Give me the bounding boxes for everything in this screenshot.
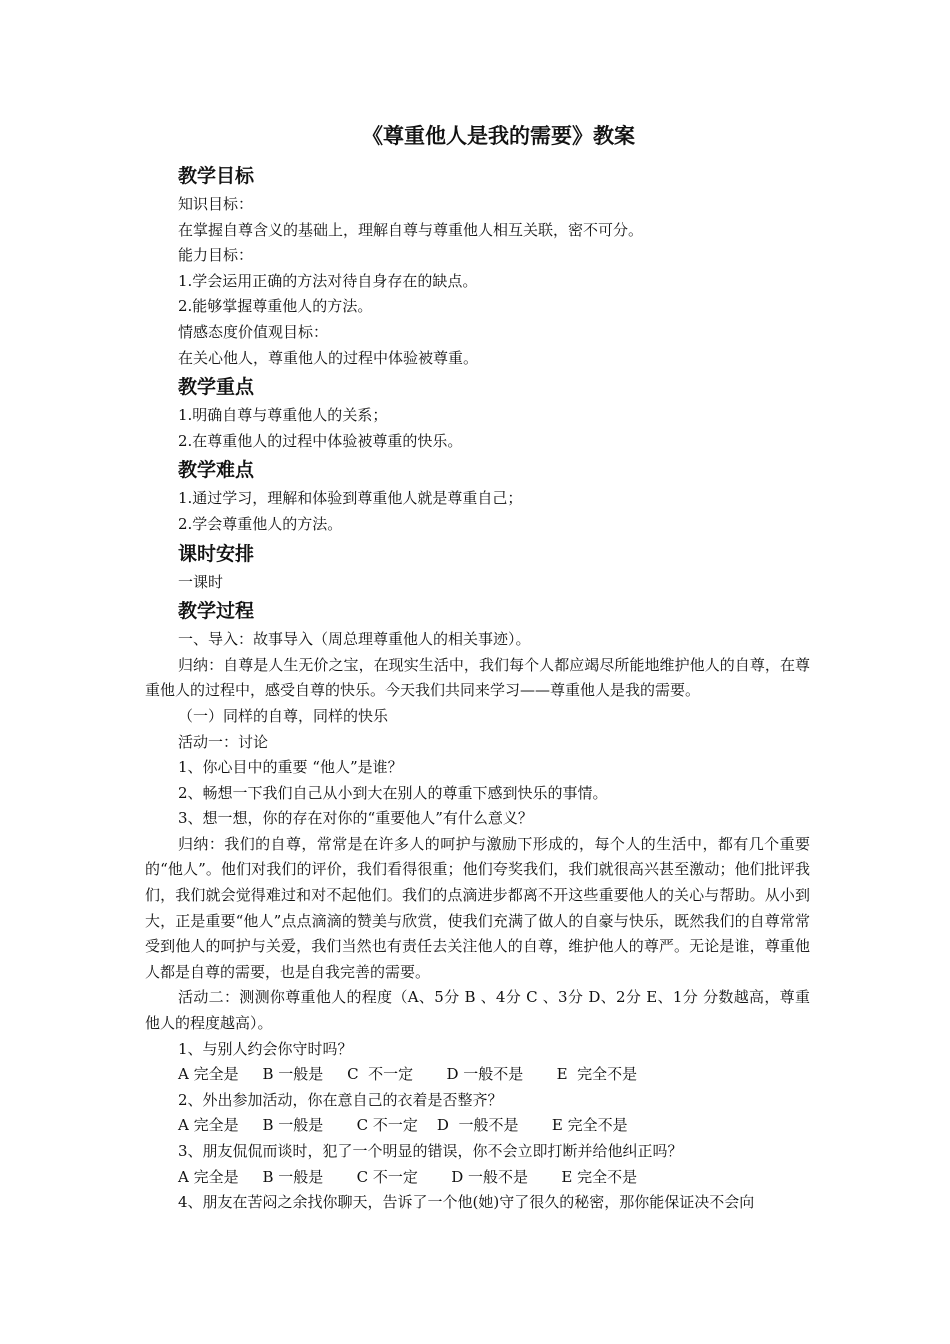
test-options-1: A 完全是 B 一般是 C 不一定 D 一般不是 E 完全不是 xyxy=(178,1065,638,1084)
process-summary-1: 归纳：自尊是人生无价之宝，在现实生活中，我们每个人都应竭尽所能地维护他人的自尊，在尊重他人的过程中，感受自尊的快乐。今天我们共同来学习——尊重他人是我的需要。 xyxy=(145,655,810,700)
test-options-2: A 完全是 B 一般是 C 不一定 D 一般不是 E 完全不是 xyxy=(178,1116,628,1135)
document-title: 《尊重他人是我的需要》教案 xyxy=(362,124,635,148)
schedule-line: 一课时 xyxy=(178,572,224,591)
question-1: 1、你心目中的重要 “他人”是谁？ xyxy=(178,758,403,777)
goal-line: 能力目标： xyxy=(178,246,254,265)
heading-difficult-points: 教学难点 xyxy=(178,459,255,482)
test-question-2: 2、外出参加活动，你在意自己的衣着是否整齐？ xyxy=(178,1090,503,1109)
goal-line: 1.学会运用正确的方法对待自身存在的缺点。 xyxy=(178,271,478,290)
goal-line: 2.能够掌握尊重他人的方法。 xyxy=(178,297,373,316)
test-question-4: 4、朋友在苦闷之余找你聊天，告诉了一个他(她)守了很久的秘密，那你能保证决不会向 xyxy=(178,1193,755,1212)
heading-key-points: 教学重点 xyxy=(178,376,255,399)
goal-line: 在掌握自尊含义的基础上，理解自尊与尊重他人相互关联，密不可分。 xyxy=(178,220,644,239)
heading-goals: 教学目标 xyxy=(178,165,255,187)
activity-1: 活动一：讨论 xyxy=(178,732,269,751)
question-3: 3、想一想，你的存在对你的“重要他人”有什么意义？ xyxy=(178,809,533,828)
goal-line: 知识目标： xyxy=(178,195,254,213)
goal-line: 情感态度价值观目标： xyxy=(178,322,329,341)
question-2: 2、畅想一下我们自己从小到大在别人的尊重下感到快乐的事情。 xyxy=(178,783,608,802)
key-line: 1.明确自尊与尊重他人的关系； xyxy=(178,406,388,425)
difficult-line: 1.通过学习，理解和体验到尊重他人就是尊重自己； xyxy=(178,489,523,508)
process-summary-2: 归纳：我们的自尊，常常是在许多人的呵护与激励下形成的，每个人的生活中，都有几个重要的“他人”。他们对我们的评价，我们看得很重；他们夸奖我们，我们就很高兴甚至激动；他们批评我们，我们就会觉得难过和对不起他们。我们的点滴进步都离不开这些重要他人的关心与帮助。从小到大，正是重要“他人”点点滴滴的赞美与欣赏，使我们充满了做人的自豪与快乐，既然我们的自尊常常受到他人的呵护与关爱，我们当然也有责任去关注他人的自尊，维护他人的尊严。无论是谁，尊重他人都是自尊的需要，也是自我完善的需要。 xyxy=(145,834,810,981)
goal-line: 在关心他人，尊重他人的过程中体验被尊重。 xyxy=(178,348,479,367)
heading-schedule: 课时安排 xyxy=(178,542,255,565)
document-page xyxy=(145,118,810,1216)
activity-2: 活动二：测测你尊重他人的程度（A、5分 B 、4分 C 、3分 D、2分 E、1分 分数越高，尊重他人的程度越高）。 xyxy=(145,988,810,1033)
test-question-3: 3、朋友侃侃而谈时，犯了一个明显的错误，你不会立即打断并给他纠正吗？ xyxy=(178,1142,683,1160)
process-part-1: （一）同样的自尊，同样的快乐 xyxy=(178,706,389,725)
test-question-1: 1、与别人约会你守时吗？ xyxy=(178,1039,353,1058)
key-line: 2.在尊重他人的过程中体验被尊重的快乐。 xyxy=(178,431,463,450)
process-intro: 一、导入：故事导入（周总理尊重他人的相关事迹）。 xyxy=(178,630,531,649)
test-options-3: A 完全是 B 一般是 C 不一定 D 一般不是 E 完全不是 xyxy=(178,1167,638,1186)
difficult-line: 2.学会尊重他人的方法。 xyxy=(178,514,343,533)
heading-process: 教学过程 xyxy=(178,600,255,623)
